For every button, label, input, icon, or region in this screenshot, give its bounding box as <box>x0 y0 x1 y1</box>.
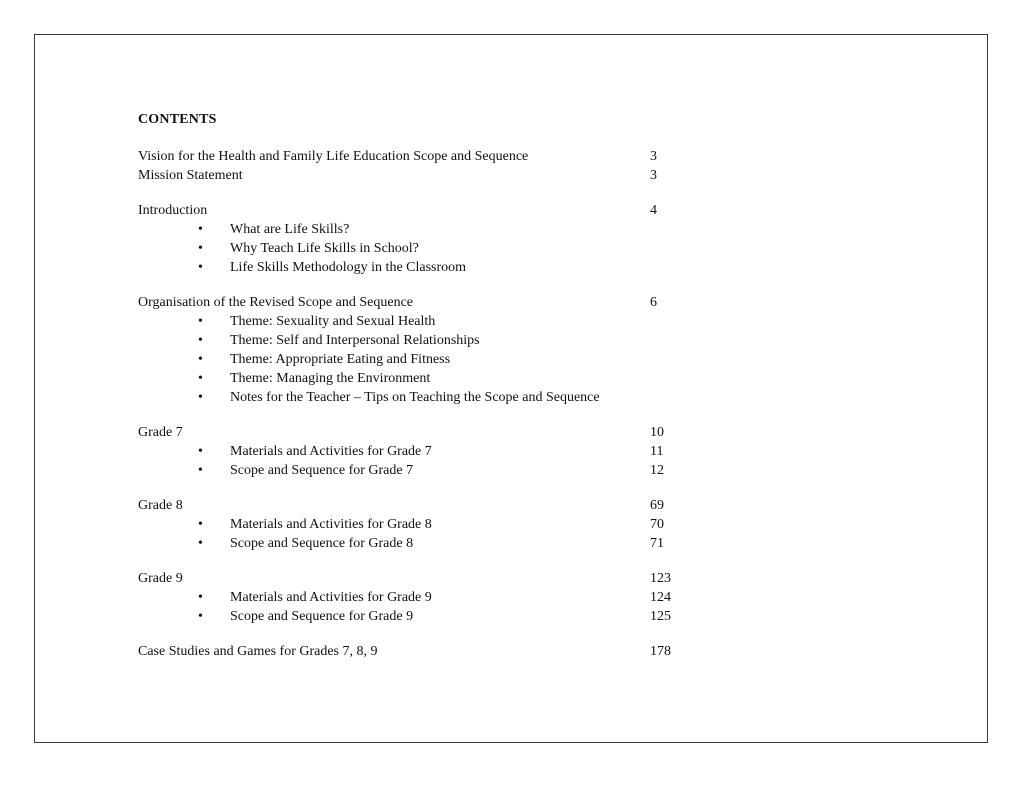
toc-page-number: 71 <box>650 536 664 551</box>
bullet-icon: • <box>198 222 203 237</box>
bullet-icon: • <box>198 314 203 329</box>
toc-subentry <box>138 258 698 277</box>
toc-section <box>138 147 698 185</box>
bullet-icon: • <box>198 517 203 532</box>
toc-page-number: 69 <box>650 498 664 513</box>
toc-subentry <box>138 588 698 607</box>
toc-subentry <box>138 461 698 480</box>
toc-entry-title: Case Studies and Games for Grades 7, 8, 9 <box>138 644 378 659</box>
toc-entry <box>138 201 698 220</box>
toc-subentry <box>138 534 698 553</box>
toc-entry <box>138 147 698 166</box>
toc-page-number: 124 <box>650 590 671 605</box>
toc-subentry-title: Materials and Activities for Grade 8 <box>230 517 432 532</box>
toc-entry-title: Grade 7 <box>138 425 183 440</box>
toc-entry <box>138 423 698 442</box>
contents-heading: CONTENTS <box>138 112 217 127</box>
toc-section <box>138 642 698 661</box>
toc-entry-title: Grade 9 <box>138 571 183 586</box>
toc-subentry-title: Why Teach Life Skills in School? <box>230 241 419 256</box>
bullet-icon: • <box>198 536 203 551</box>
toc-subentry <box>138 350 698 369</box>
toc-subentry <box>138 312 698 331</box>
toc-page-number: 3 <box>650 168 657 183</box>
toc-entry <box>138 166 698 185</box>
toc-subentry <box>138 388 698 407</box>
toc-subentry-title: Notes for the Teacher – Tips on Teaching the Scope and Sequence <box>230 390 600 405</box>
bullet-icon: • <box>198 390 203 405</box>
toc-subentry-title: Theme: Self and Interpersonal Relationships <box>230 333 480 348</box>
bullet-icon: • <box>198 463 203 478</box>
toc-subentry <box>138 239 698 258</box>
toc-subentry <box>138 220 698 239</box>
toc-subentry-title: Materials and Activities for Grade 9 <box>230 590 432 605</box>
toc-entry <box>138 569 698 588</box>
toc-subentry <box>138 515 698 534</box>
toc-page-number: 10 <box>650 425 664 440</box>
toc-subentry-title: Scope and Sequence for Grade 8 <box>230 536 414 551</box>
toc-subentry-title: Theme: Managing the Environment <box>230 371 431 386</box>
toc-page-number: 6 <box>650 295 657 310</box>
toc-subentry <box>138 607 698 626</box>
bullet-icon: • <box>198 333 203 348</box>
toc-page-number: 70 <box>650 517 664 532</box>
toc-entry <box>138 293 698 312</box>
toc-subentry-title: Theme: Sexuality and Sexual Health <box>230 314 436 329</box>
toc-page-number: 3 <box>650 149 657 164</box>
toc-page-number: 4 <box>650 203 657 218</box>
toc-section <box>138 423 698 480</box>
table-of-contents <box>138 147 698 677</box>
bullet-icon: • <box>198 260 203 275</box>
toc-entry-title: Introduction <box>138 203 208 218</box>
toc-subentry <box>138 442 698 461</box>
toc-subentry-title: Scope and Sequence for Grade 9 <box>230 609 414 624</box>
toc-page-number: 12 <box>650 463 664 478</box>
toc-entry-title: Mission Statement <box>138 168 243 183</box>
toc-entry <box>138 496 698 515</box>
toc-subentry <box>138 331 698 350</box>
toc-subentry-title: Scope and Sequence for Grade 7 <box>230 463 414 478</box>
toc-subentry-title: Theme: Appropriate Eating and Fitness <box>230 352 451 367</box>
toc-subentry-title: Materials and Activities for Grade 7 <box>230 444 432 459</box>
bullet-icon: • <box>198 352 203 367</box>
toc-entry-title: Grade 8 <box>138 498 183 513</box>
bullet-icon: • <box>198 444 203 459</box>
bullet-icon: • <box>198 609 203 624</box>
toc-page-number: 123 <box>650 571 671 586</box>
toc-section <box>138 569 698 626</box>
toc-page-number: 125 <box>650 609 671 624</box>
toc-entry-title: Organisation of the Revised Scope and Sequence <box>138 295 414 310</box>
toc-entry <box>138 642 698 661</box>
toc-page-number: 11 <box>650 444 664 459</box>
toc-subentry-title: Life Skills Methodology in the Classroom <box>230 260 467 275</box>
toc-section <box>138 293 698 407</box>
toc-entry-title: Vision for the Health and Family Life Education Scope and Sequence <box>138 149 529 164</box>
toc-section <box>138 201 698 277</box>
toc-section <box>138 496 698 553</box>
bullet-icon: • <box>198 590 203 605</box>
toc-page-number: 178 <box>650 644 671 659</box>
bullet-icon: • <box>198 371 203 386</box>
bullet-icon: • <box>198 241 203 256</box>
toc-subentry-title: What are Life Skills? <box>230 222 350 237</box>
toc-subentry <box>138 369 698 388</box>
